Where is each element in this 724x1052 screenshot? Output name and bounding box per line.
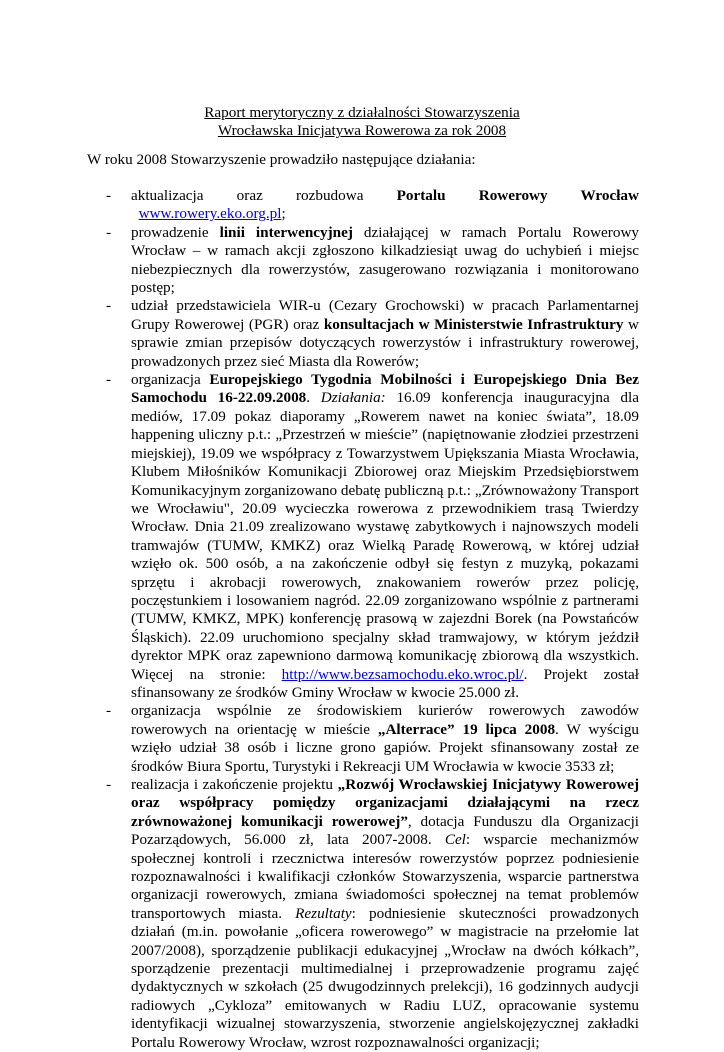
report-title [0,104,724,141]
bullet-dash: - [106,776,112,793]
item-text: , dotacja Funduszu dla Organizacji Pozarządowych, 56.000 zł, lata 2007-2008. [131,812,640,849]
item-text: organizacja [131,371,210,389]
bullet-dash: - [106,297,112,315]
item-bold-text: Portalu Rowerowy Wrocław [396,187,639,204]
item-text: . [306,389,321,407]
item-text: . Projekt został sfinansowany ze środków Gminy Wrocław w kwocie 25.000 zł. [131,665,639,701]
item-text: 16.09 konferencja inauguracyjna dla mediów, 17.09 pokaz diaporamy „Rowerem nawet na koniec świata”, 18.09 happening uliczny p.t.: „Przestrzeń w mieście” (napiętnowanie złodziei przestrzeni miejskiej), 19.09 we współpracy z Towarzystwem Upiększania Miasta Wrocławia, Klubem Miłośników Komunikacji Zbiorowej oraz Miejskim Przedsiębiorstwem Komunikacyjnym zorganizowano debatę publiczną p.t.: „Zrównoważony Transport we Wrocławiu", 20.09 wycieczka rowerowa z przewodnikiem trasą Twierdzy Wrocław. Dnia 21.09 zrealizowano wystawę zabytkowych i najnowszych modeli tramwajów (TUMW, KMKZ) oraz Wielką Paradę Rowerową, w której udział wzięło ok. 500 osób, a na zakończenie odbył się festyn z muzyką, pokazami sprzętu i akrobacji rowerowych, znakowaniem rowerów przez policję, poczęstunkiem i losowaniem nagród. 22.09 zorganizowano wspólnie z partnerami (TUMW, KMKZ, MPK) konferencję prasową w zajezdni Borek (na Powstańców Śląskich). 22.09 uruchomiono specjalny skład tramwajowy, w którym jeździł dyrektor MPK oraz zapewniono darmową komunikację zbiorową dla wszystkich. Więcej na stronie: [131,389,639,683]
activities-list [106,187,639,1052]
item-text: . W wyścigu wzięło udział 38 osób i liczne grono gapiów. Projekt sfinansowany został ze środków Biura Sportu, Turystyki i Rekreacji UM Wrocławia w kwocie 3533 zł; [131,720,640,775]
bullet-dash: - [106,702,112,720]
bullet-dash: - [106,223,112,241]
item-bold-text: konsultacjach w Ministerstwie Infrastruktury [323,315,624,333]
item-text: organizacja wspólnie ze środowiskiem kurierów rowerowych zawodów rowerowych na orientację w mieście [131,702,639,738]
item-bold-text: „Rozwój Wrocławskiej Inicjatywy Rowerowej oraz współpracy pomiędzy organizacjami działającymi na rzecz zrównoważonej komunikacji rowerowej” [131,776,640,830]
title-line-2: Wrocławska Inicjatywa Rowerowa za rok 2008 [217,122,507,140]
bullet-dash: - [106,187,112,204]
list-item [106,297,639,371]
intro-paragraph: W roku 2008 Stowarzyszenie prowadziło następujące działania: [87,151,476,168]
item-italic-text: Cel [444,831,466,849]
item-bold-text: Europejskiego Tygodnia Mobilności i Europejskiego Dnia Bez Samochodu 16-22.09.2008 [131,371,639,407]
portal-link[interactable]: www.rowery.eko.org.pl [138,205,282,223]
item-text: : wsparcie mechanizmów społecznej kontroli i rzecznictwa interesów rowerzystów poprzez podniesienie rozpoznawalności i kwalifikacji członków Stowarzyszenia, wsparcie partnerstwa organizacji rowerowych, zmiana świadomości społecznej na temat problemów transportowych miasta. [131,831,639,922]
item-text: aktualizacja oraz rozbudowa [131,187,397,204]
item-text: ; [281,205,286,223]
item-text: działającej w ramach Portalu Rowerowy Wrocław – w ramach akcji zgłoszono kilkadziesiąt uwag do uchybień i miejsc niebezpiecznych dla rowerzystów, zasugerowano rozwiązania i monitorowano postęp; [131,223,640,297]
list-item [106,776,639,1052]
list-item [106,224,639,298]
list-item [106,187,639,224]
list-item [106,702,639,776]
item-text: prowadzenie [131,223,220,241]
item-text: udział przedstawiciela WIR-u (Cezary Grochowski) w pracach Parlamentarnej Grupy Rowerowej (PGR) oraz [131,297,639,333]
item-italic-text: Działania: [320,389,386,407]
item-text: realizacja i zakończenie projektu [131,776,338,793]
item-text: : podniesienie skuteczności prowadzonych działań (m.in. powołanie „oficera rowerowego” w magistracie na przełomie lat 2007/2008), sporządzenie publikacji edukacyjnej „Wrocław na dwóch kółkach”, sporządzenie prezentacji multimedialnej i przeprowadzenie programu zajęć dydaktycznych w szkołach (25 dwugodzinnych prelekcji), 16 godzinnych audycji radiowych „Cykloza” emitowanych w Radiu LUZ, opracowanie systemu identyfikacji wizualnej stowarzyszenia, stworzenie angielskojęzycznej zakładki Portalu Rowerowy Wrocław, wzrost rozpoznawalności organizacji; [131,904,640,1051]
item-italic-text: Rezultaty [295,904,352,922]
item-text: w sprawie zmian przepisów dotyczących rowerzystów i infrastruktury rowerowej, prowadzonych przez sieć Miasta dla Rowerów; [131,315,639,370]
bezsamochodu-link[interactable]: http://www.bezsamochodu.eko.wroc.pl/ [281,665,524,683]
item-text [131,205,139,222]
bullet-dash: - [106,371,112,389]
item-bold-text: linii interwencyjnej [219,223,353,241]
title-line-1: Raport merytoryczny z działalności Stowarzyszenia [204,104,520,121]
item-bold-text: „Alterrace” 19 lipca 2008 [377,720,556,738]
list-item [106,371,639,702]
